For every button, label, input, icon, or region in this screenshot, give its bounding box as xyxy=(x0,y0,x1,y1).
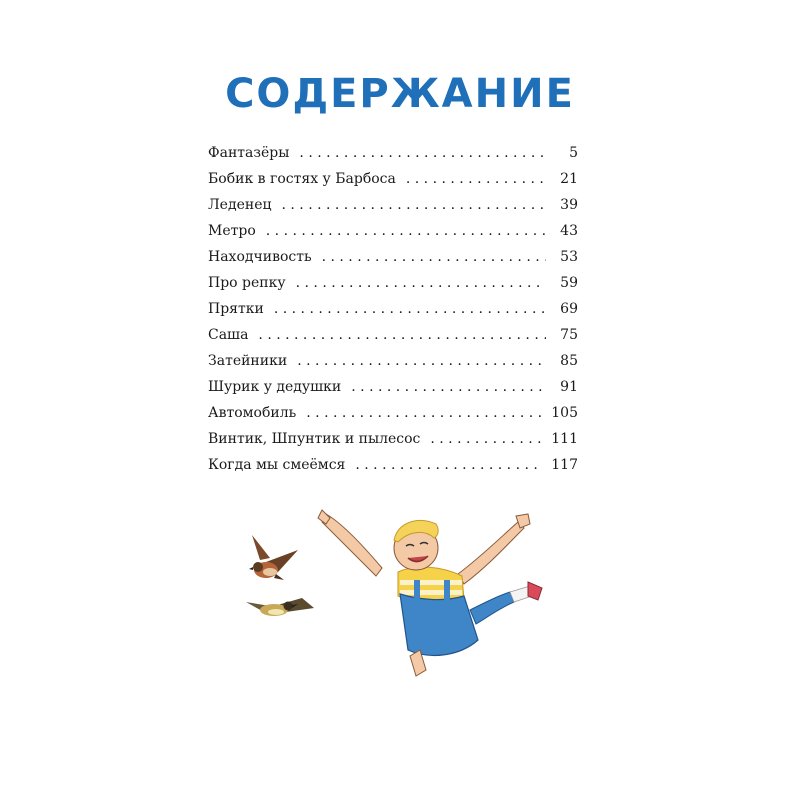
toc-entry-page: 69 xyxy=(560,301,578,317)
toc-entry[interactable] xyxy=(208,400,578,426)
toc-entry[interactable] xyxy=(208,452,578,478)
toc-leader-dots xyxy=(258,322,546,348)
toc-entry-title: Находчивость xyxy=(208,249,312,265)
toc-entry[interactable] xyxy=(208,426,578,452)
toc-entry[interactable] xyxy=(208,140,578,166)
bird-icon xyxy=(246,598,314,616)
toc-entry-page: 105 xyxy=(551,405,578,421)
toc-entry-page: 53 xyxy=(560,249,578,265)
toc-entry-title: Когда мы смеёмся xyxy=(208,457,346,473)
toc-leader-dots xyxy=(266,218,546,244)
toc-entry-title: Про репку xyxy=(208,275,286,291)
toc-entry[interactable] xyxy=(208,348,578,374)
toc-entry-page: 91 xyxy=(560,379,578,395)
toc-leader-dots xyxy=(296,270,546,296)
toc-leader-dots xyxy=(430,426,541,452)
toc-entry[interactable] xyxy=(208,192,578,218)
toc-entry-page: 5 xyxy=(569,145,578,161)
toc-entry-title: Метро xyxy=(208,223,256,239)
toc-leader-dots xyxy=(351,374,546,400)
toc-entry[interactable] xyxy=(208,270,578,296)
toc-entry-title: Прятки xyxy=(208,301,264,317)
toc-leader-dots xyxy=(306,400,541,426)
page-title: СОДЕРЖАНИЕ xyxy=(225,71,575,117)
toc-entry-page: 111 xyxy=(551,431,578,447)
toc-entry-page: 85 xyxy=(560,353,578,369)
toc-leader-dots xyxy=(282,192,547,218)
toc-entry[interactable] xyxy=(208,244,578,270)
toc-leader-dots xyxy=(299,140,546,166)
toc-entry-title: Бобик в гостях у Барбоса xyxy=(208,171,396,187)
toc-entry[interactable] xyxy=(208,296,578,322)
toc-entry-page: 21 xyxy=(560,171,578,187)
toc-entry-title: Фантазёры xyxy=(208,145,290,161)
illustration xyxy=(230,500,560,690)
bird-icon xyxy=(249,535,298,580)
toc-entry-title: Винтик, Шпунтик и пылесос xyxy=(208,431,421,447)
toc-entry-page: 59 xyxy=(560,275,578,291)
toc-entry-title: Автомобиль xyxy=(208,405,297,421)
toc-leader-dots xyxy=(322,244,546,270)
toc-entry-title: Затейники xyxy=(208,353,288,369)
toc-entry-title: Саша xyxy=(208,327,249,343)
toc-leader-dots xyxy=(406,166,546,192)
toc-entry-title: Леденец xyxy=(208,197,272,213)
toc-entry[interactable] xyxy=(208,374,578,400)
toc-entry-page: 43 xyxy=(560,223,578,239)
toc-entry[interactable] xyxy=(208,218,578,244)
toc-entry-page: 75 xyxy=(560,327,578,343)
toc-entry[interactable] xyxy=(208,166,578,192)
toc-entry-page: 117 xyxy=(551,457,578,473)
toc-entry-title: Шурик у дедушки xyxy=(208,379,342,395)
toc-leader-dots xyxy=(297,348,546,374)
toc-entry[interactable] xyxy=(208,322,578,348)
toc-leader-dots xyxy=(274,296,546,322)
flying-boy-icon xyxy=(318,510,542,676)
toc-leader-dots xyxy=(355,452,541,478)
table-of-contents xyxy=(208,140,578,478)
toc-entry-page: 39 xyxy=(560,197,578,213)
